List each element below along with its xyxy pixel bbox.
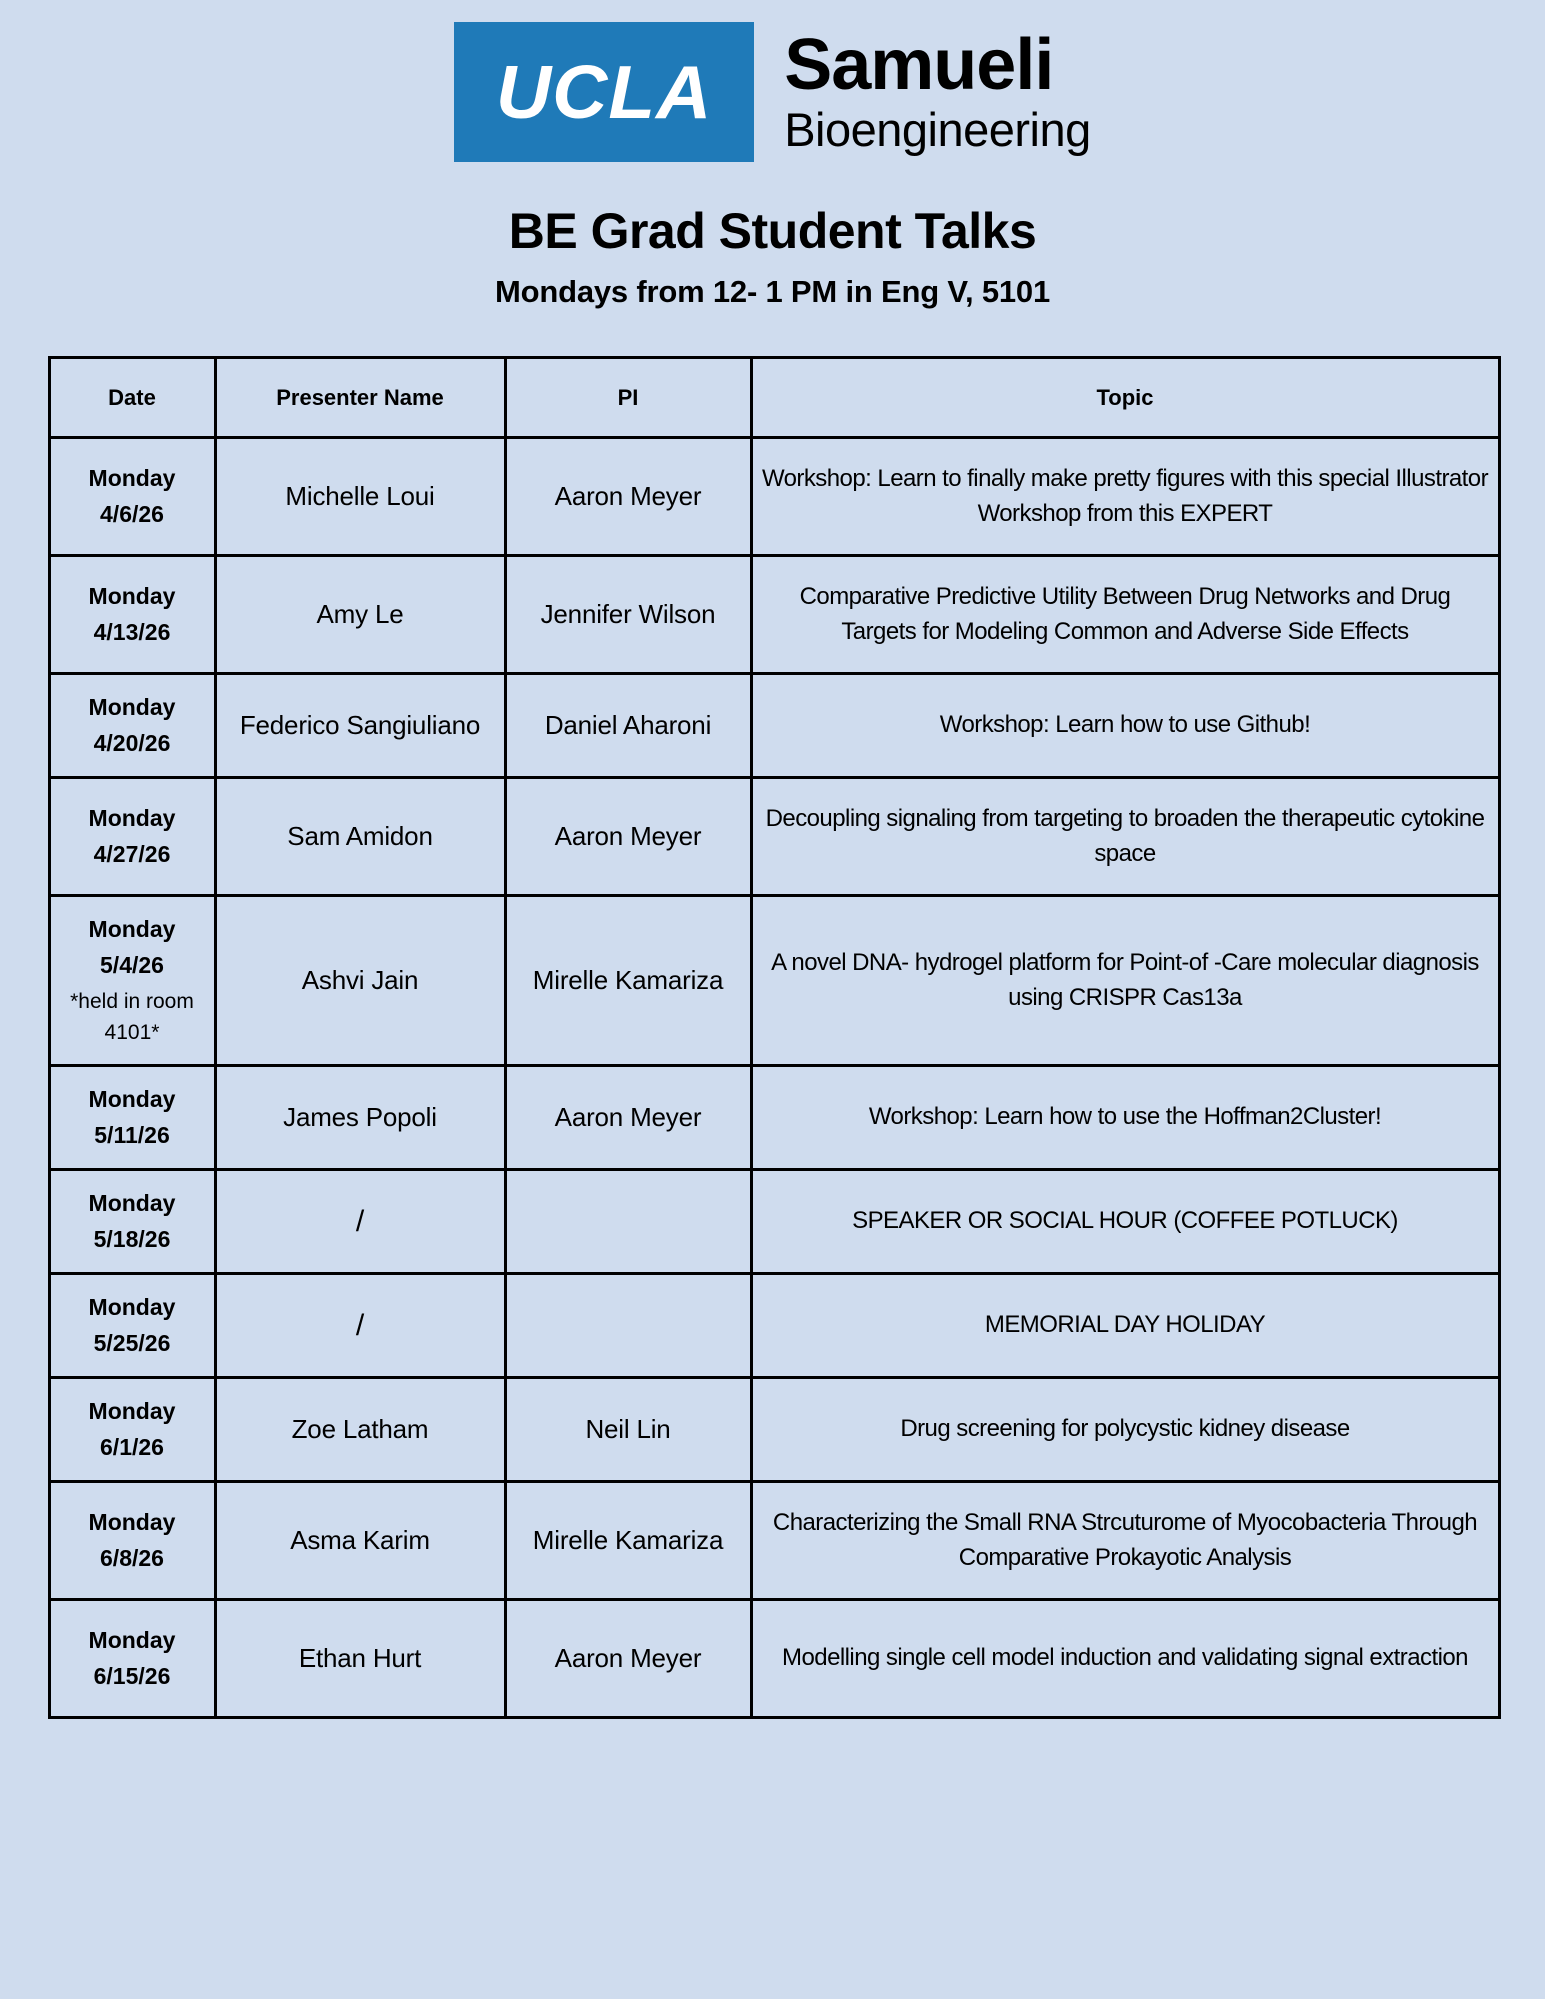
cell-date xyxy=(49,556,215,674)
cell-pi xyxy=(505,1482,751,1600)
cell-pi xyxy=(505,1600,751,1718)
date-value: 6/8/26 xyxy=(100,1544,164,1571)
pi-name: Aaron Meyer xyxy=(554,1643,702,1673)
presenter-name: Michelle Loui xyxy=(285,481,435,511)
cell-date xyxy=(49,1378,215,1482)
table-row xyxy=(49,1170,1499,1274)
date-value: 4/13/26 xyxy=(93,618,171,645)
date-day: Monday xyxy=(88,1189,176,1216)
cell-presenter xyxy=(215,1378,505,1482)
cell-pi xyxy=(505,1274,751,1378)
presenter-name: Amy Le xyxy=(316,599,404,629)
cell-topic xyxy=(751,896,1499,1066)
cell-presenter xyxy=(215,1066,505,1170)
cell-pi xyxy=(505,438,751,556)
ucla-wordmark: UCLA xyxy=(495,49,713,134)
table-row xyxy=(49,1274,1499,1378)
presenter-name: Sam Amidon xyxy=(287,821,433,851)
date-value: 5/4/26 xyxy=(100,952,164,978)
date-day: Monday xyxy=(88,1293,176,1320)
cell-topic xyxy=(751,438,1499,556)
cell-date xyxy=(49,1482,215,1600)
table-row xyxy=(49,438,1499,556)
pi-name: Jennifer Wilson xyxy=(540,599,716,629)
pi-name: Mirelle Kamariza xyxy=(532,965,724,995)
cell-pi xyxy=(505,778,751,896)
cell-topic xyxy=(751,674,1499,778)
column-header-date: Date xyxy=(49,358,215,438)
date-value: 5/11/26 xyxy=(94,1121,170,1148)
topic-text: A novel DNA- hydrogel platform for Point-of -Care molecular diagnosis using CRISPR Cas13a xyxy=(771,949,1479,1011)
table-row xyxy=(49,778,1499,896)
presenter-name: James Popoli xyxy=(283,1102,437,1132)
cell-pi xyxy=(505,1378,751,1482)
date-room-note: *held in room 4101* xyxy=(70,989,194,1045)
presenter-name: Ashvi Jain xyxy=(301,965,419,995)
schedule-table-body xyxy=(49,438,1499,1718)
cell-date xyxy=(49,1600,215,1718)
pi-name: Neil Lin xyxy=(585,1414,671,1444)
schedule-table-wrapper xyxy=(48,356,1498,1719)
topic-text: Comparative Predictive Utility Between Drug Networks and Drug Targets for Modeling Common and Adverse Side Effects xyxy=(799,583,1451,645)
pi-name: Daniel Aharoni xyxy=(544,710,712,740)
date-day: Monday xyxy=(88,804,176,831)
date-day: Monday xyxy=(88,1626,176,1653)
date-value: 6/1/26 xyxy=(100,1433,164,1460)
cell-pi xyxy=(505,556,751,674)
date-value: 5/25/26 xyxy=(93,1329,171,1356)
date-day: Monday xyxy=(88,693,176,720)
cell-topic xyxy=(751,778,1499,896)
brand-header xyxy=(0,0,1545,162)
page-subtitle: Mondays from 12- 1 PM in Eng V, 5101 xyxy=(495,274,1050,309)
topic-text: Decoupling signaling from targeting to broaden the therapeutic cytokine space xyxy=(765,805,1485,867)
topic-text: Drug screening for polycystic kidney disease xyxy=(900,1415,1350,1443)
cell-presenter xyxy=(215,778,505,896)
table-row xyxy=(49,1378,1499,1482)
cell-topic xyxy=(751,1378,1499,1482)
date-value: 6/15/26 xyxy=(93,1662,171,1689)
cell-presenter xyxy=(215,1170,505,1274)
topic-text: Workshop: Learn how to use the Hoffman2Cluster! xyxy=(868,1103,1382,1131)
column-header-pi: PI xyxy=(505,358,751,438)
presenter-name: / xyxy=(355,1204,365,1238)
cell-topic xyxy=(751,1066,1499,1170)
table-row xyxy=(49,1482,1499,1600)
date-day: Monday xyxy=(88,582,176,609)
date-day: Monday xyxy=(88,464,176,491)
table-row xyxy=(49,1066,1499,1170)
cell-topic xyxy=(751,1600,1499,1718)
page-title: BE Grad Student Talks xyxy=(508,203,1037,259)
cell-topic xyxy=(751,556,1499,674)
table-row xyxy=(49,556,1499,674)
pi-name: Mirelle Kamariza xyxy=(532,1525,724,1555)
presenter-name: / xyxy=(355,1308,365,1342)
cell-presenter xyxy=(215,674,505,778)
ucla-logo-box xyxy=(454,22,754,162)
date-day: Monday xyxy=(88,916,176,943)
presenter-name: Federico Sangiuliano xyxy=(239,710,481,740)
presenter-name: Zoe Latham xyxy=(291,1414,429,1444)
cell-presenter xyxy=(215,1482,505,1600)
cell-presenter xyxy=(215,1274,505,1378)
topic-text: Workshop: Learn how to use Github! xyxy=(939,711,1311,739)
cell-date xyxy=(49,674,215,778)
pi-name: Aaron Meyer xyxy=(554,481,702,511)
table-row xyxy=(49,674,1499,778)
cell-presenter xyxy=(215,556,505,674)
cell-pi xyxy=(505,896,751,1066)
presenter-name: Asma Karim xyxy=(290,1525,430,1555)
cell-topic xyxy=(751,1274,1499,1378)
cell-date xyxy=(49,1274,215,1378)
topic-text: SPEAKER OR SOCIAL HOUR (COFFEE POTLUCK) xyxy=(852,1207,1398,1235)
pi-name: Aaron Meyer xyxy=(554,1102,702,1132)
cell-date xyxy=(49,778,215,896)
schedule-table xyxy=(48,356,1501,1719)
cell-presenter xyxy=(215,896,505,1066)
department-wordmark: Bioengineering xyxy=(784,102,1091,156)
column-header-topic: Topic xyxy=(751,358,1499,438)
column-header-presenter: Presenter Name xyxy=(215,358,505,438)
table-header-row xyxy=(49,358,1499,438)
cell-presenter xyxy=(215,438,505,556)
cell-date xyxy=(49,896,215,1066)
topic-text: Modelling single cell model induction and validating signal extraction xyxy=(782,1644,1468,1672)
date-value: 5/18/26 xyxy=(93,1225,171,1252)
cell-date xyxy=(49,438,215,556)
cell-date xyxy=(49,1170,215,1274)
cell-date xyxy=(49,1066,215,1170)
samueli-wordmark: Samueli xyxy=(784,25,1054,106)
table-row xyxy=(49,1600,1499,1718)
samueli-lockup xyxy=(784,25,1091,156)
date-value: 4/20/26 xyxy=(93,729,171,756)
date-day: Monday xyxy=(88,1508,176,1535)
cell-topic xyxy=(751,1170,1499,1274)
date-value: 4/27/26 xyxy=(93,840,171,867)
cell-pi xyxy=(505,674,751,778)
topic-text: Workshop: Learn to finally make pretty figures with this special Illustrator Workshop from this EXPERT xyxy=(761,465,1489,527)
topic-text: Characterizing the Small RNA Strcuturome of Myocobacteria Through Comparative Prokayotic Analysis xyxy=(772,1509,1478,1571)
cell-presenter xyxy=(215,1600,505,1718)
cell-pi xyxy=(505,1170,751,1274)
date-value: 4/6/26 xyxy=(100,500,164,527)
presenter-name: Ethan Hurt xyxy=(298,1643,422,1673)
topic-text: MEMORIAL DAY HOLIDAY xyxy=(984,1311,1266,1339)
pi-name: Aaron Meyer xyxy=(554,821,702,851)
date-day: Monday xyxy=(88,1397,176,1424)
table-row xyxy=(49,896,1499,1066)
date-day: Monday xyxy=(88,1085,176,1112)
cell-pi xyxy=(505,1066,751,1170)
cell-topic xyxy=(751,1482,1499,1600)
